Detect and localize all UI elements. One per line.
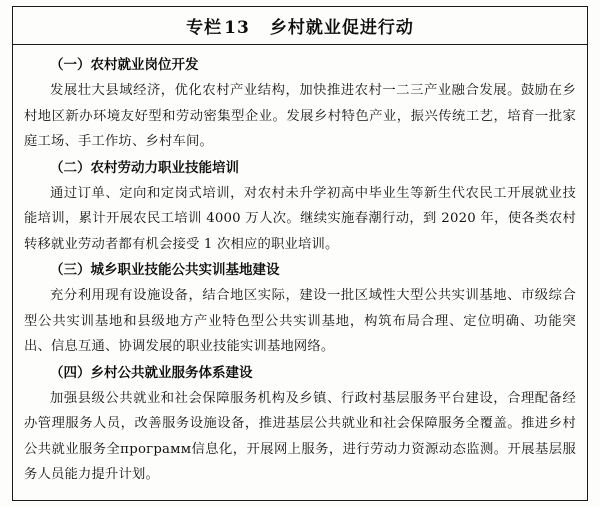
title-number: 13 [224,18,250,38]
section-heading-1: （一）农村就业岗位开发 [50,57,199,73]
section-heading-3: （三）城乡职业技能公共实训基地建设 [50,262,280,278]
title-text: 乡村就业促进行动 [269,18,414,38]
section-body-2: 通过订单、定向和定岗式培训，对农村未升学初高中毕业生等新生代农民工开展就业技能培训，累计开展农民工培训 4000 万人次。继续实施春潮行动，到 2020 年，使各类农村转移就业劳动者都有机会接受 1 次相应的职业培训。 [24,185,576,252]
section-body-3: 充分利用现有设施设备，结合地区实际，建设一批区域性大型公共实训基地、市级综合型公共实训基地和县级地方产业特色型公共实训基地，构筑布局合理、定位明确、功能突出、信息互通、协调发展的职业技能实训基地网络。 [24,288,576,354]
title-prefix: 专栏 [186,18,223,38]
feature-box [12,6,588,501]
page-title [186,13,414,38]
box-content [13,45,587,492]
section-heading-4: （四）乡村公共就业服务体系建设 [50,364,253,381]
section-body-4: 加强县级公共就业和社会保障服务机构及乡镇、行政村基层服务平台建设，合理配备经办管理服务人员，改善服务设施设备，推进基层公共就业和社会保障服务全覆盖。推进乡村公共就业服务全программ信息化，开展网上服务，进行劳动力资源动态监测。开展基层服务人员能力提升计划。 [24,390,576,482]
section-heading-2: （二）农村劳动力职业技能培训 [50,159,239,176]
section-body-1: 发展壮大县域经济，优化农村产业结构，加快推进农村一二三产业融合发展。鼓励在乡村地区新办环境友好型和劳动密集型企业。发展乡村特色产业，振兴传统工艺，培育一批家庭工场、手工作坊、乡村车间。 [24,83,576,149]
box-title-area [13,7,587,45]
